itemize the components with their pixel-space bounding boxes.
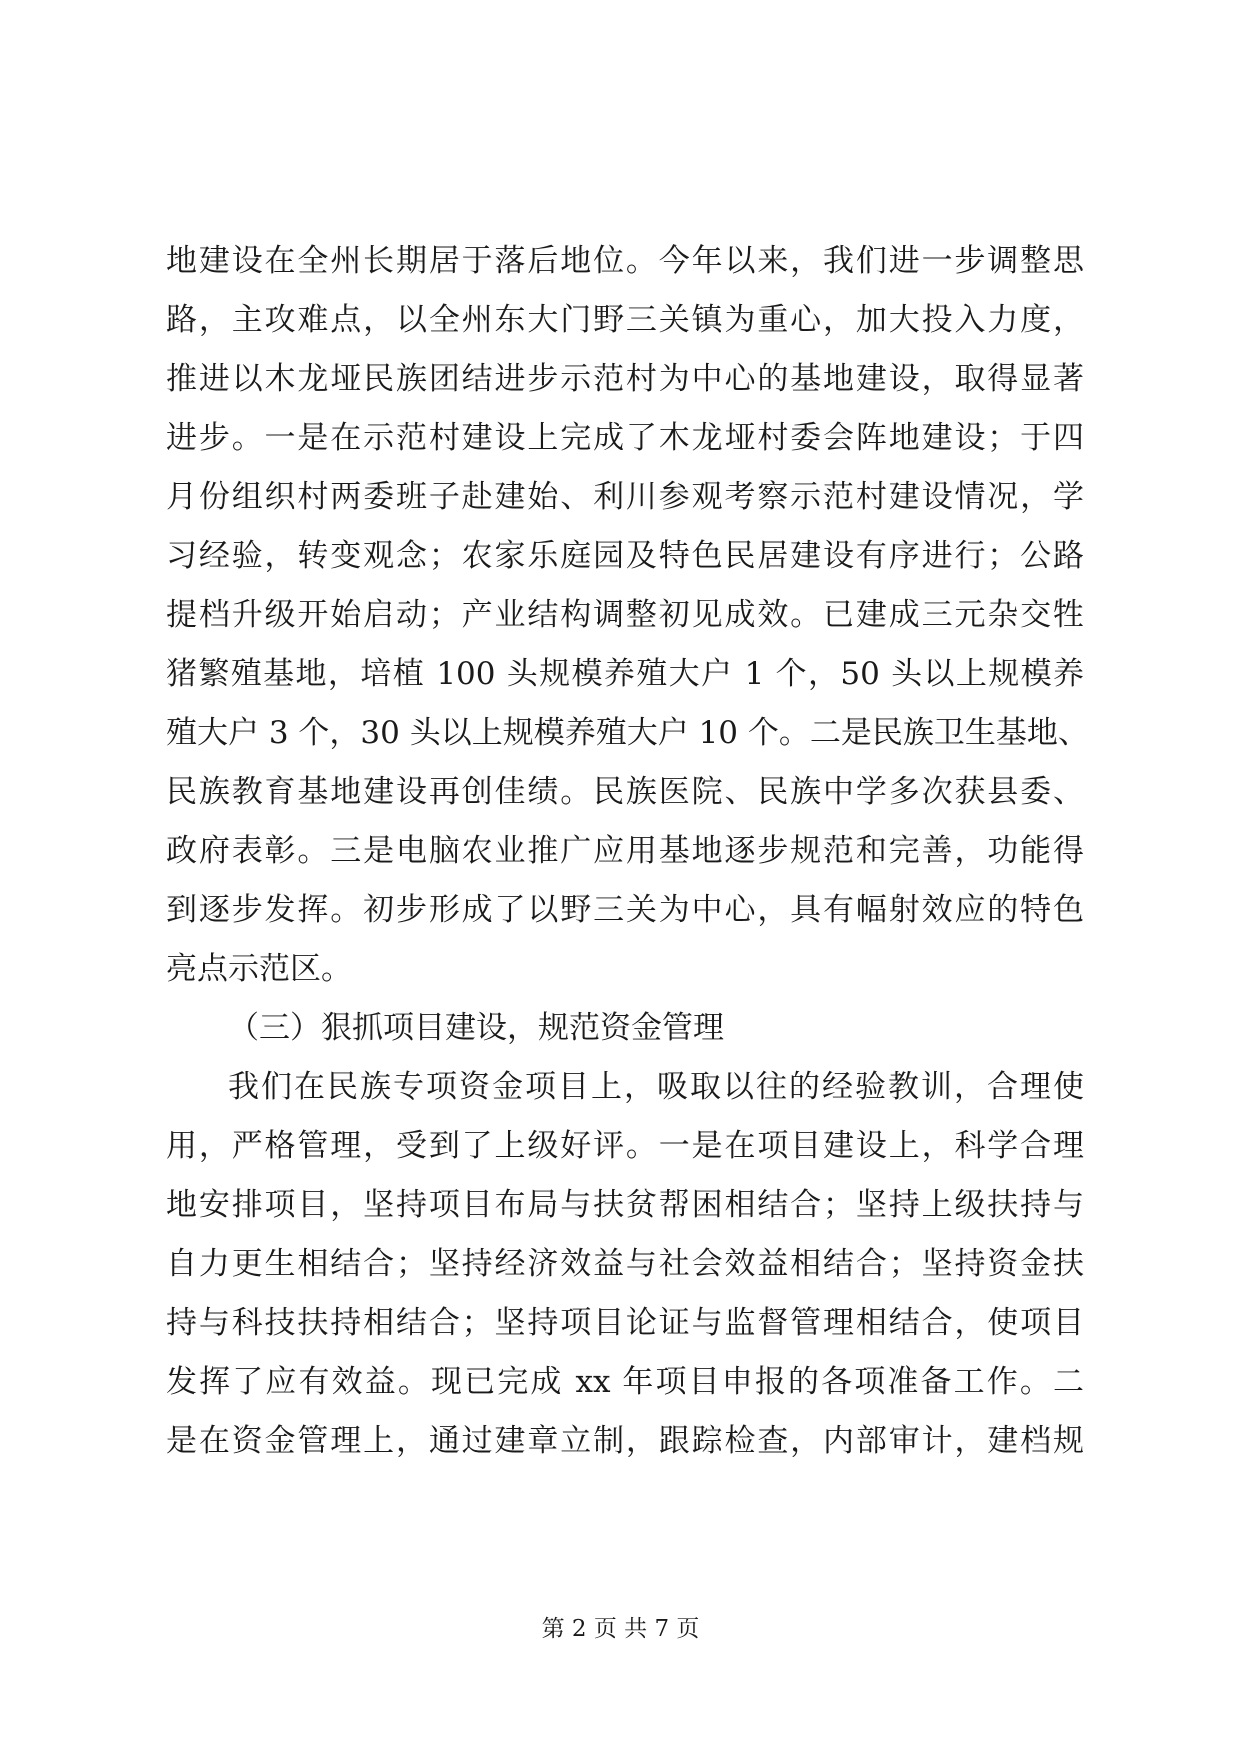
text-line: 民族教育基地建设再创佳绩。民族医院、民族中学多次获县委、: [166, 774, 1084, 810]
page-footer: [0, 1614, 1241, 1644]
text-line: 习经验，转变观念；农家乐庭园及特色民居建设有序进行；公路: [166, 538, 1084, 574]
text-line: 持与科技扶持相结合；坚持项目论证与监督管理相结合，使项目: [166, 1305, 1084, 1341]
text-line: 月份组织村两委班子赴建始、利川参观考察示范村建设情况，学: [166, 479, 1084, 515]
page-number: 第 2 页 共 7 页: [541, 1616, 700, 1642]
text-line: 发挥了应有效益。现已完成 xx 年项目申报的各项准备工作。二: [166, 1364, 1084, 1400]
text-line: 我们在民族专项资金项目上，吸取以往的经验教训，合理使: [228, 1069, 1084, 1105]
text-line: 用，严格管理，受到了上级好评。一是在项目建设上，科学合理: [166, 1128, 1084, 1164]
text-line: 亮点示范区。: [166, 951, 352, 987]
document-body: [166, 232, 1089, 1471]
paragraph-1: [166, 232, 1089, 999]
text-line: 殖大户 3 个，30 头以上规模养殖大户 10 个。二是民族卫生基地、: [166, 715, 1089, 751]
section-heading: （三）狠抓项目建设，规范资金管理: [228, 1010, 724, 1046]
text-line: 进步。一是在示范村建设上完成了木龙垭村委会阵地建设；于四: [166, 420, 1084, 456]
text-line: 地安排项目，坚持项目布局与扶贫帮困相结合；坚持上级扶持与: [166, 1187, 1084, 1223]
text-line: 自力更生相结合；坚持经济效益与社会效益相结合；坚持资金扶: [166, 1246, 1084, 1282]
text-line: 地建设在全州长期居于落后地位。今年以来，我们进一步调整思: [166, 243, 1084, 279]
text-line: 到逐步发挥。初步形成了以野三关为中心，具有幅射效应的特色: [166, 892, 1084, 928]
text-line: 路，主攻难点，以全州东大门野三关镇为重心，加大投入力度，: [166, 302, 1084, 338]
text-line: 是在资金管理上，通过建章立制，跟踪检查，内部审计，建档规: [166, 1423, 1084, 1459]
text-line: 政府表彰。三是电脑农业推广应用基地逐步规范和完善，功能得: [166, 833, 1084, 869]
text-line: 提档升级开始启动；产业结构调整初见成效。已建成三元杂交牲: [166, 597, 1084, 633]
text-line: 猪繁殖基地，培植 100 头规模养殖大户 1 个，50 头以上规模养: [166, 656, 1084, 692]
text-line: 推进以木龙垭民族团结进步示范村为中心的基地建设，取得显著: [166, 361, 1084, 397]
paragraph-2: [166, 1058, 1084, 1471]
